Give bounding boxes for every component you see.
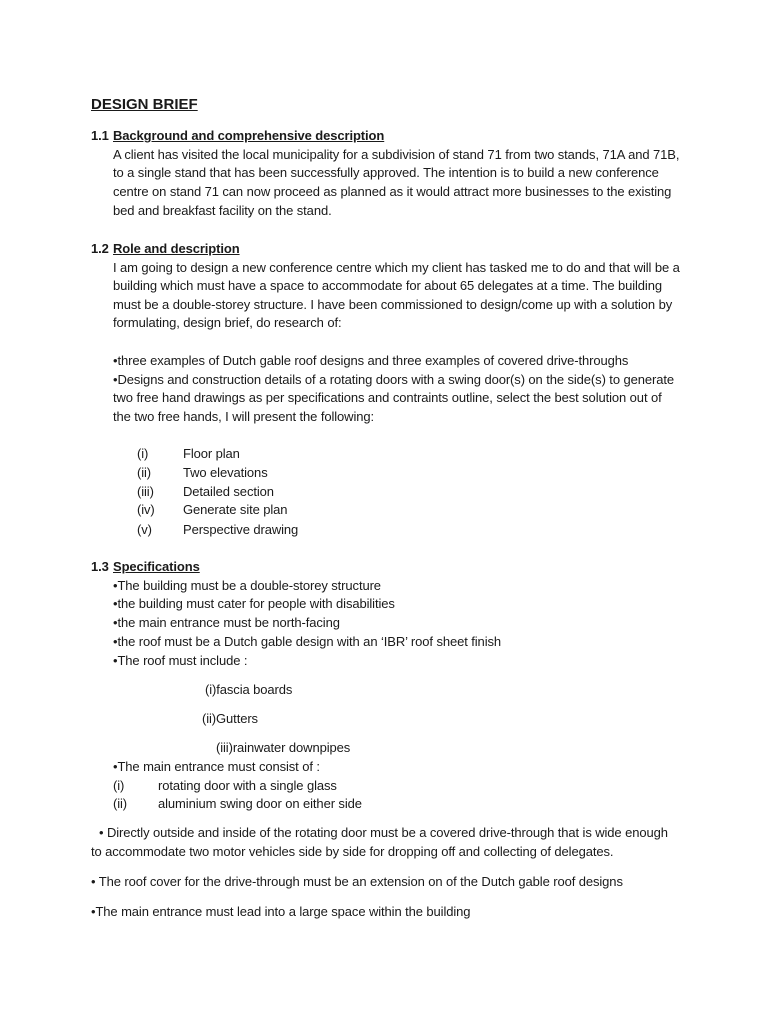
deliverable-text: Floor plan <box>183 446 240 461</box>
roof-cover-text: • The roof cover for the drive-through must be an extension on of the Dutch gable roof designs <box>91 874 623 889</box>
research-bullet: •Designs and construction details of a rotating doors with a swing door(s) on the side(s) to generate <box>113 372 674 387</box>
drive-through-text: to accommodate two motor vehicles side by side for dropping off and collecting of delegates. <box>91 844 614 859</box>
spec-bullet: •the roof must be a Dutch gable design with an ‘IBR’ roof sheet finish <box>113 634 502 649</box>
section-1-1-text: bed and breakfast facility on the stand. <box>113 203 332 218</box>
entrance-label: (i) <box>113 778 125 793</box>
section-1-1-text: centre on stand 71 can now proceed as planned as it would attract more businesses to the existing <box>113 184 672 199</box>
deliverable-label: (v) <box>137 522 152 537</box>
section-1-1-heading: Background and comprehensive description <box>113 128 385 143</box>
spec-bullet: •the main entrance must be north-facing <box>113 615 340 630</box>
research-bullet: the two free hands, I will present the following: <box>113 409 375 424</box>
section-1-2-text: building which must have a space to accommodate for about 65 delegates at a time. The building <box>113 278 662 293</box>
section-1-1-number: 1.1 <box>91 128 109 143</box>
roof-item: (i)fascia boards <box>205 682 293 697</box>
deliverable-label: (iii) <box>137 484 154 499</box>
entrance-intro: •The main entrance must consist of : <box>113 759 320 774</box>
main-entrance-text: •The main entrance must lead into a large space within the building <box>91 904 471 919</box>
drive-through-text: • Directly outside and inside of the rotating door must be a covered drive-through that is wide enough <box>99 825 668 840</box>
spec-bullet: •The building must be a double-storey structure <box>113 578 381 593</box>
page-title: DESIGN BRIEF <box>91 96 198 113</box>
deliverable-label: (iv) <box>137 502 155 517</box>
section-1-2-number: 1.2 <box>91 241 109 256</box>
section-1-3-number: 1.3 <box>91 559 109 574</box>
entrance-text: aluminium swing door on either side <box>158 796 362 811</box>
section-1-2-text: formulating, design brief, do research of: <box>113 315 342 330</box>
roof-item: (ii)Gutters <box>202 711 258 726</box>
section-1-1-text: A client has visited the local municipality for a subdivision of stand 71 from two stands, 71A and 71B, <box>113 147 680 162</box>
deliverable-label: (i) <box>137 446 149 461</box>
deliverable-label: (ii) <box>137 465 152 480</box>
section-1-2-text: I am going to design a new conference centre which my client has tasked me to do and that will be a <box>113 260 680 275</box>
entrance-text: rotating door with a single glass <box>158 778 337 793</box>
entrance-label: (ii) <box>113 796 128 811</box>
deliverable-text: Two elevations <box>183 465 268 480</box>
section-1-1-text: to a single stand that has been successfully approved. The intention is to build a new conference <box>113 165 659 180</box>
deliverable-text: Detailed section <box>183 484 274 499</box>
section-1-2-heading: Role and description <box>113 241 240 256</box>
spec-bullet: •the building must cater for people with disabilities <box>113 596 395 611</box>
deliverable-text: Perspective drawing <box>183 522 299 537</box>
spec-bullet: •The roof must include : <box>113 653 248 668</box>
section-1-2-text: must be a double-storey structure. I have been commissioned to design/come up with a solution by <box>113 297 673 312</box>
research-bullet: •three examples of Dutch gable roof designs and three examples of covered drive-throughs <box>113 353 629 368</box>
deliverable-text: Generate site plan <box>183 502 288 517</box>
research-bullet: two free hand drawings as per specifications and contraints outline, select the best solution out of <box>113 390 662 405</box>
roof-item: (iii)rainwater downpipes <box>216 740 351 755</box>
section-1-3-heading: Specifications <box>113 559 200 574</box>
